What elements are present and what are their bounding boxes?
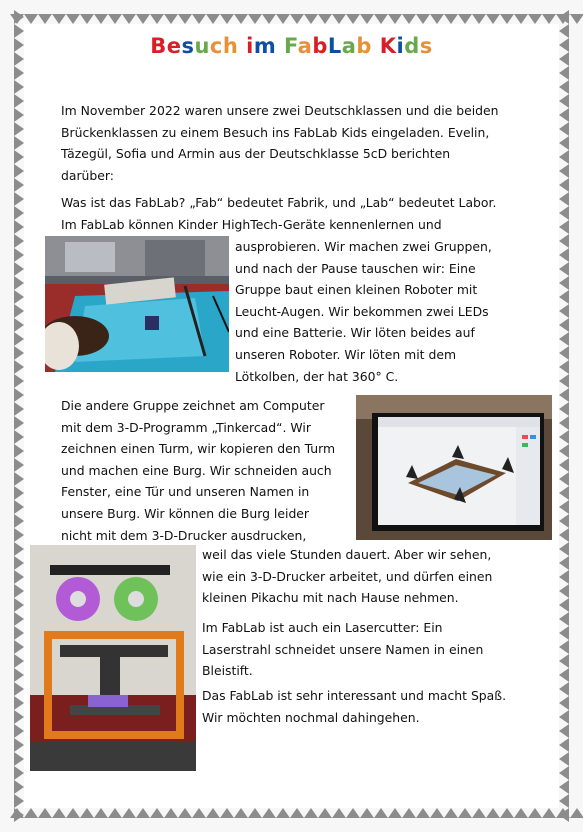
- title-segment: F: [284, 34, 298, 58]
- title-segment: u: [194, 34, 210, 58]
- text-line: und eine Batterie. Wir löten beides auf: [235, 325, 475, 341]
- text-line: Im November 2022 waren unsere zwei Deutschklassen und die beiden: [61, 103, 499, 118]
- title-segment: b: [356, 34, 380, 58]
- title-segment: i: [396, 34, 405, 58]
- tinkercad-photo: [356, 395, 552, 540]
- text-line: Was ist das FabLab? „Fab“ bedeutet Fabrik, und „Lab“ bedeutet Labor.: [61, 195, 497, 210]
- page-title: [0, 34, 583, 58]
- printer-paragraph: [202, 544, 522, 609]
- text-line: Brückenklassen zu einem Besuch ins FabLab Kids eingeladen. Evelin,: [61, 124, 490, 140]
- text-line: Gruppe baut einen kleinen Roboter mit: [235, 282, 478, 298]
- fablab-paragraph: [61, 192, 521, 235]
- text-line: Fenster, eine Tür und unseren Namen in: [61, 484, 310, 500]
- title-segment: K: [379, 34, 397, 58]
- text-line: Im FabLab ist auch ein Lasercutter: Ein: [202, 620, 443, 635]
- text-line: mit dem 3-D-Programm „Tinkercad“. Wir: [61, 419, 311, 435]
- text-line: Leucht-Augen. Wir bekommen zwei LEDs: [235, 303, 489, 319]
- soldering-photo: [45, 236, 229, 372]
- intro-paragraph: [61, 100, 521, 186]
- 3d-printer-photo: [30, 545, 196, 771]
- title-segment: Be: [150, 34, 182, 58]
- text-line: Täzegül, Sofia und Armin aus der Deutschklasse 5cD berichten: [61, 146, 451, 162]
- text-line: kleinen Pikachu mit nach Hause nehmen.: [202, 590, 459, 606]
- tinkercad-paragraph: [61, 395, 350, 546]
- text-line: Wir möchten nochmal dahingehen.: [202, 709, 420, 725]
- title-segment: L: [327, 34, 342, 58]
- text-line: darüber:: [61, 167, 114, 183]
- title-segment: b: [312, 34, 328, 58]
- text-line: unsere Burg. Wir können die Burg leider: [61, 505, 310, 521]
- title-segment: a: [297, 34, 313, 58]
- title-segment: i: [246, 34, 254, 58]
- text-line: wie ein 3-D-Drucker arbeitet, und dürfen einen: [202, 568, 493, 584]
- lasercutter-paragraph: [202, 617, 522, 682]
- title-segment: s: [419, 34, 433, 58]
- text-line: zeichnen einen Turm, wir kopieren den Turm: [61, 441, 336, 457]
- title-segment: s: [181, 34, 195, 58]
- title-segment: d: [404, 34, 420, 58]
- text-line: Bleistift.: [202, 663, 253, 679]
- text-line: Laserstrahl schneidet unsere Namen in einen: [202, 641, 484, 657]
- text-line: und machen eine Burg. Wir schneiden auch: [61, 462, 332, 478]
- text-line: weil das viele Stunden dauert. Aber wir sehen,: [202, 547, 492, 562]
- text-line: nicht mit dem 3-D-Drucker ausdrucken,: [61, 527, 307, 543]
- robot-paragraph: [235, 236, 521, 387]
- text-line: und nach der Pause tauschen wir: Eine: [235, 260, 476, 276]
- text-line: ausprobieren. Wir machen zwei Gruppen,: [235, 239, 492, 254]
- title-segment: a: [341, 34, 357, 58]
- title-segment: m: [253, 34, 285, 58]
- title-segment: ch: [209, 34, 247, 58]
- text-line: Die andere Gruppe zeichnet am Computer: [61, 398, 325, 413]
- text-line: Das FabLab ist sehr interessant und macht Spaß.: [202, 688, 507, 703]
- text-line: Im FabLab können Kinder HighTech-Geräte kennenlernen und: [61, 216, 442, 232]
- conclusion-paragraph: [202, 685, 522, 728]
- text-line: Lötkolben, der hat 360° C.: [235, 368, 399, 384]
- text-line: unseren Roboter. Wir löten mit dem: [235, 346, 457, 362]
